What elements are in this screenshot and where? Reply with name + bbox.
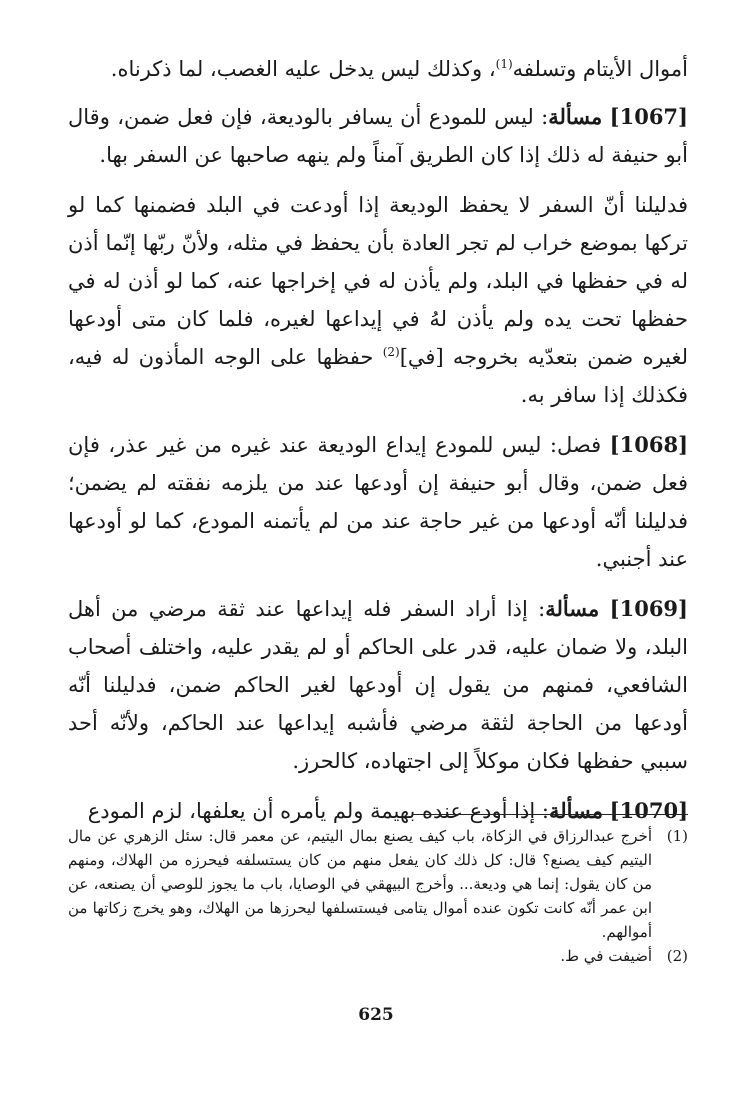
issue-keyword: مسألة [548,798,603,823]
paragraph-text: أموال الأيتام وتسلفه [512,57,688,81]
footnote-1 [68,824,688,944]
footnote-ref-2[interactable]: (2) [382,345,400,359]
issue-number: [1068] [609,432,688,457]
paragraph-1069 [68,590,688,780]
paragraph-evidence [68,186,688,414]
paragraph-text: حفظها على الوجه المأذون له فيه، فكذلك إذا سافر به. [68,345,688,407]
issue-number: [1067] [609,104,688,129]
paragraph-text: ، وكذلك ليس يدخل عليه الغصب، لما ذكرناه. [110,57,496,81]
paragraph-1068 [68,426,688,578]
issue-keyword: مسألة [548,104,603,129]
footnote-text: أضيفت في ط. [560,947,652,965]
footnote-ref-1[interactable]: (1) [495,57,513,71]
page-number: 625 [358,1005,394,1025]
footnote-2 [68,944,688,968]
footnote-text: أخرج عبدالرزاق في الزكاة، باب كيف يصنع بمال اليتيم، عن معمر قال: سئل الزهري عن مال اليتيم كيف يصنع؟ قال: كل ذلك كان يفعل منهم من كان يستسلفه فيحرزه من الهلاك، ومنهم من كان يقول: إنما هي وديعة... وأخرج البيهقي في الوصايا، باب ما يجوز للوصي أن يصنعه، عن ابن عمر أنّه كانت تكون عنده أموال يتامى فيستسلفها ليحرزها من الهلاك، وهو يخرج زكاتها من أموالهم. [68,827,652,941]
paragraph-text: : ليس للمودع أن يسافر بالوديعة، فإن فعل ضمن، وقال أبو حنيفة له ذلك إذا كان الطريق آمناً ولم ينهه صاحبها عن السفر بها. [68,105,688,167]
issue-number: [1069] [609,596,688,621]
paragraph-text: فصل: ليس للمودع إيداع الوديعة عند غيره من غير عذر، فإن فعل ضمن، وقال أبو حنيفة إن أودعها عند من يلزمه نفقته لم يضمن؛ فدليلنا أنّه أودعها من غير حاجة عند من لم يأتمنه المودع، كما لو أودعها عند أجنبي. [68,433,688,571]
footnote-number: (1) [666,827,688,845]
paragraph-text: : إذا أودع عنده بهيمة ولم يأمره أن يعلفها، لزم المودع [87,799,549,823]
footnotes [68,824,688,968]
paragraph-1067 [68,98,688,174]
footnote-divider [412,814,688,815]
issue-keyword: مسألة [545,596,600,621]
footnote-number: (2) [666,947,688,965]
issue-number: [1070] [609,798,688,823]
main-text [68,50,688,842]
paragraph-continuation [68,50,688,88]
paragraph-text: فدليلنا أنّ السفر لا يحفظ الوديعة إذا أودعت في البلد فضمنها كما لو تركها بموضع خراب لم تجر العادة بأن يحفظ في مثله، ولأنّ ربّها إنّما أذن له في حفظها في البلد، ولم يأذن له في إخراجها عنه، كما لو أذن له في حفظها تحت يده ولم يأذن لهُ في إيداعها لغيره، فلما كان متى أودعها لغيره ضمن بتعدّيه بخروجه [في] [68,193,688,369]
paragraph-text: : إذا أراد السفر فله إيداعها عند ثقة مرضي من أهل البلد، ولا ضمان عليه، قدر على الحاكم أو لم يقدر عليه، واختلف أصحاب الشافعي، فمنهم من يقول إن أودعها لغير الحاكم ضمن، فدليلنا أنّه أودعها من الحاجة لثقة مرضي فأشبه إيداعها عند الحاكم، ولأنّه أحد سببي حفظها فكان موكلاً إلى اجتهاده، كالحرز. [68,597,688,773]
